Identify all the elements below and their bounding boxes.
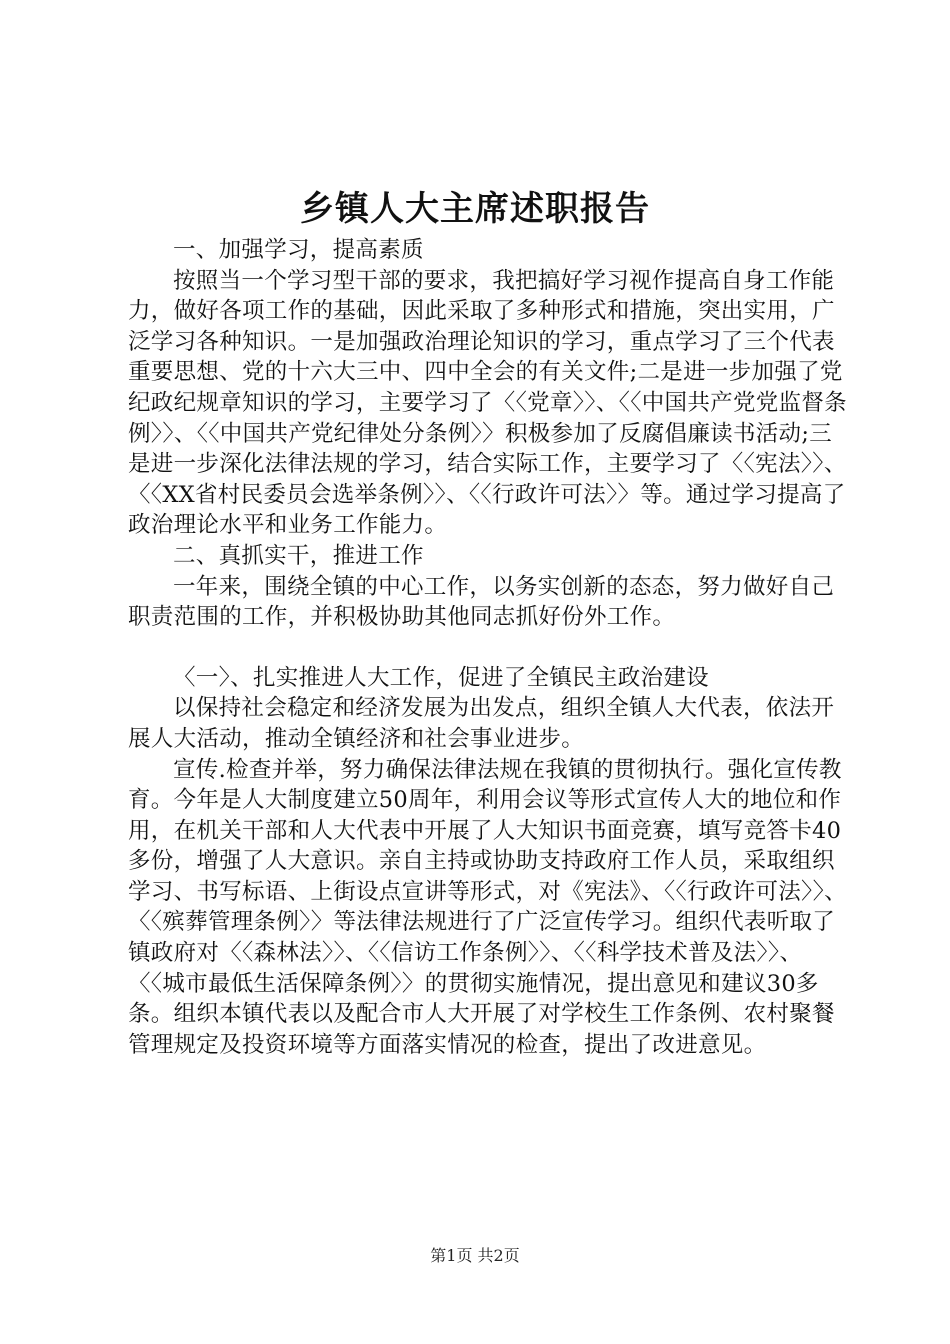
subsection-heading-1: 〈一〉、扎实推进人大工作，促进了全镇民主政治建设 — [173, 664, 709, 691]
page-footer: 第1页 共2页 — [430, 1246, 520, 1265]
blank-line — [128, 633, 848, 663]
document-title: 乡镇人大主席述职报告 — [300, 189, 650, 229]
paragraph-work-intro: 一年来，围绕全镇的中心工作，以务实创新的态态，努力做好自己职责范围的工作，并积极协助其他同志抓好份外工作。 — [128, 573, 835, 631]
paragraph-study: 按照当一个学习型干部的要求，我把搞好学习视作提高自身工作能力，做好各项工作的基础，因此采取了多种形式和措施，突出实用，广泛学习各种知识。一是加强政治理论知识的学习，重点学习了三个代表重要思想、党的十六大三中、四中全会的有关文件;二是进一步加强了党纪政纪规章知识的学习，主要学习了〈〈党章〉〉、〈〈中国共产党党监督条例〉〉、〈〈中国共产党纪律处分条例〉〉积极参加了反腐倡廉读书活动;三是进一步深化法律法规的学习，结合实际工作，主要学习了〈〈宪法〉〉、〈〈XX省村民委员会选举条例〉〉、〈〈行政许可法〉〉等。通过学习提高了政治理论水平和业务工作能力。 — [128, 267, 847, 539]
section-heading-2: 二、真抓实干，推进工作 — [173, 542, 424, 569]
document-body — [128, 235, 848, 1060]
paragraph-representatives: 以保持社会稳定和经济发展为出发点，组织全镇人大代表，依法开展人大活动，推动全镇经济和社会事业进步。 — [128, 695, 835, 752]
paragraph-publicity: 宣传.检查并举，努力确保法律法规在我镇的贯彻执行。强化宣传教育。今年是人大制度建立50周年，利用会议等形式宣传人大的地位和作用，在机关干部和人大代表中开展了人大知识书面竞赛，填写竞答卡40多份，增强了人大意识。亲自主持或协助支持政府工作人员，采取组织学习、书写标语、上街设点宣讲等形式，对《宪法》、〈〈行政许可法〉〉、〈〈殡葬管理条例〉〉等法律法规进行了广泛宣传学习。组织代表听取了镇政府对〈〈森林法〉〉、〈〈信访工作条例〉〉、〈〈科学技术普及法〉〉、〈〈城市最低生活保障条例〉〉的贯彻实施情况，提出意见和建议30多条。组织本镇代表以及配合市人大开展了对学校生工作条例、农村聚餐管理规定及投资环境等方面落实情况的检查，提出了改进意见。 — [128, 756, 847, 1058]
section-heading-1: 一、加强学习，提高素质 — [173, 237, 424, 263]
